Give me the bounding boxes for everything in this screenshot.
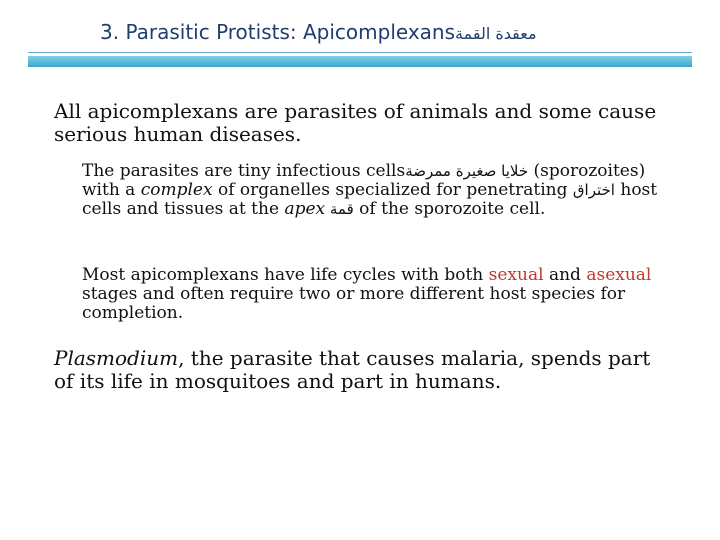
title-arabic: معقدة القمة xyxy=(455,24,537,43)
bullet-apicomplexans-parasites xyxy=(34,100,674,146)
highlight-sexual: sexual xyxy=(488,265,544,285)
text-segment: Most apicomplexans have life cycles with both xyxy=(82,265,489,285)
text-segment: of organelles specialized for penetrating xyxy=(212,180,573,200)
text-segment: host cells and tissues at the xyxy=(82,180,658,219)
arabic-term: اختراق xyxy=(572,181,615,199)
italic-term: complex xyxy=(140,180,213,200)
text-segment: of the sporozoite cell. xyxy=(353,199,546,219)
bullet-text: All apicomplexans are parasites of animals and some cause serious human diseases. xyxy=(54,99,657,146)
title-rule-thin xyxy=(28,52,692,53)
sub-bullet-text xyxy=(64,162,674,219)
arabic-term: خلايا صغيرة ممرضة xyxy=(405,162,529,180)
title-rule-thick xyxy=(28,56,692,67)
text-segment: , the parasite that causes malaria, spends part of its life in mosquitoes and part in humans. xyxy=(54,346,651,393)
text-segment: The parasites are tiny infectious cells xyxy=(82,161,406,181)
slide-title xyxy=(100,20,690,44)
sub-bullet-text xyxy=(64,266,674,323)
text-segment: stages and often require two or more different host species for completion. xyxy=(82,284,626,323)
bullet-text xyxy=(34,347,674,393)
italic-term: Plasmodium xyxy=(54,346,179,370)
italic-term: apex xyxy=(284,199,326,219)
sub-bullet-sporozoites xyxy=(64,162,674,219)
arabic-term: قمة xyxy=(325,200,354,218)
highlight-asexual: asexual xyxy=(586,265,652,285)
title-english: 3. Parasitic Protists: Apicomplexans xyxy=(100,20,456,44)
bullet-plasmodium xyxy=(34,347,674,393)
text-segment: (sporozoites) with a xyxy=(82,161,646,200)
sub-bullet-life-cycles xyxy=(64,266,674,323)
text-segment: and xyxy=(543,265,587,285)
